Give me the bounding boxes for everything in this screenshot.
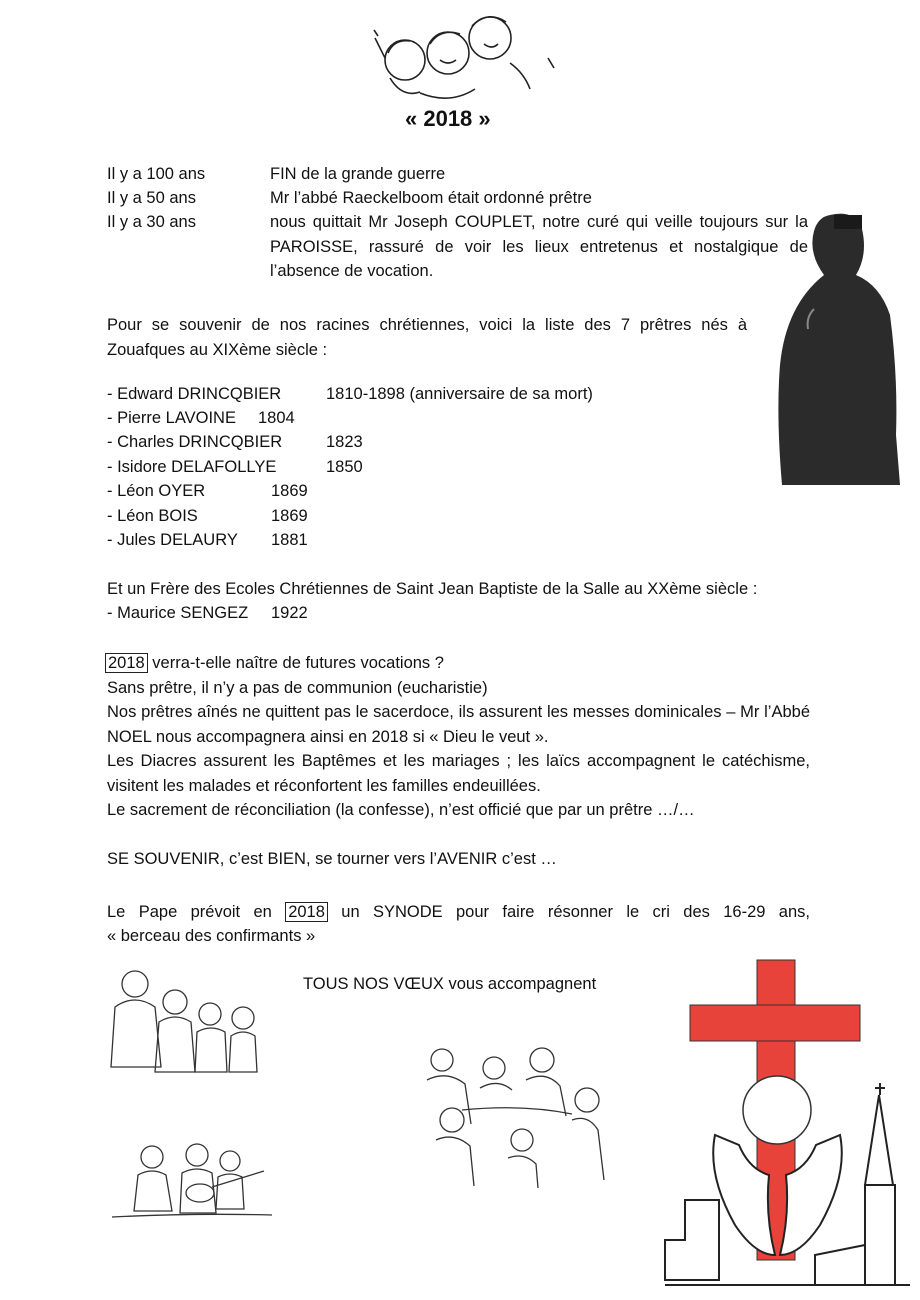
year-box: 2018 bbox=[105, 653, 148, 673]
priest-name: - Jules DELAURY bbox=[107, 531, 238, 549]
priest-year: 1869 bbox=[271, 482, 308, 500]
group-drawing bbox=[422, 1040, 612, 1190]
priests-paragraph: Nos prêtres aînés ne quittent pas le sacerdoce, ils assurent les messes dominicales – Mr l’Abbé NOEL nous accompagnera ainsi en 2018 si « Dieu le veut ». bbox=[107, 703, 810, 746]
priest-year: 1810-1898 (anniversaire de sa mort) bbox=[326, 385, 593, 403]
brother-year: 1922 bbox=[271, 604, 308, 622]
priest-name: - Léon BOIS bbox=[107, 507, 198, 525]
priests-intro: Pour se souvenir de nos racines chrétiennes, voici la liste des 7 prêtres nés à Zouafques au XIXème siècle : bbox=[107, 316, 747, 359]
vocations-question-text: verra-t-elle naître de futures vocations ? bbox=[147, 654, 444, 672]
anniv-when-2: Il y a 50 ans bbox=[107, 189, 196, 207]
anniv-what-1: FIN de la grande guerre bbox=[270, 165, 446, 183]
communion-line: Sans prêtre, il n’y a pas de communion (eucharistie) bbox=[107, 679, 488, 697]
synod-post: un SYNODE pour faire résonner le cri des 16-29 ans, bbox=[327, 903, 810, 921]
anniv-when-3: Il y a 30 ans bbox=[107, 213, 196, 231]
anniv-what-3: nous quittait Mr Joseph COUPLET, notre curé qui veille toujours sur la PAROISSE, rassuré de voir les lieux entretenus et nostalgique de l’absence de vocation. bbox=[270, 213, 808, 280]
priest-name: - Léon OYER bbox=[107, 482, 206, 500]
brother-intro: Et un Frère des Ecoles Chrétiennes de Saint Jean Baptiste de la Salle au XXème siècle : bbox=[107, 580, 758, 598]
priest-name: - Isidore DELAFOLLYE bbox=[107, 458, 277, 476]
family-drawing bbox=[105, 962, 260, 1082]
synod-year-box: 2018 bbox=[285, 902, 328, 922]
priest-name: - Pierre LAVOINE bbox=[107, 409, 236, 427]
anniv-what-2: Mr l’abbé Raeckelboom était ordonné prêtre bbox=[270, 189, 592, 207]
wishes-text: TOUS NOS VŒUX vous accompagnent bbox=[303, 975, 597, 993]
page-title: « 2018 » bbox=[405, 106, 491, 131]
synod-pre: Le Pape prévoit en bbox=[107, 903, 286, 921]
synod-line bbox=[107, 900, 810, 925]
synod-line-2: « berceau des confirmants » bbox=[107, 927, 316, 945]
anniv-when-1: Il y a 100 ans bbox=[107, 165, 206, 183]
children-drawing bbox=[360, 8, 560, 108]
cross-hands-drawing bbox=[665, 955, 910, 1290]
brother-name: - Maurice SENGEZ bbox=[107, 604, 249, 622]
vocations-question bbox=[105, 651, 444, 676]
priest-name: - Edward DRINCQBIER bbox=[107, 385, 282, 403]
priest-photo bbox=[770, 205, 905, 490]
priest-year: 1850 bbox=[326, 458, 363, 476]
priest-name: - Charles DRINCQBIER bbox=[107, 433, 283, 451]
remember-line: SE SOUVENIR, c’est BIEN, se tourner vers l’AVENIR c’est … bbox=[107, 850, 557, 868]
priest-year: 1869 bbox=[271, 507, 308, 525]
reconciliation-line: Le sacrement de réconciliation (la confesse), n’est officié que par un prêtre …/… bbox=[107, 801, 695, 819]
priest-year: 1804 bbox=[258, 409, 295, 427]
priest-year: 1823 bbox=[326, 433, 363, 451]
priest-year: 1881 bbox=[271, 531, 308, 549]
musicians-drawing bbox=[112, 1135, 272, 1230]
deacons-paragraph: Les Diacres assurent les Baptêmes et les mariages ; les laïcs accompagnent le catéchisme, visitent les malades et réconfortent les familles endeuillées. bbox=[107, 752, 810, 795]
